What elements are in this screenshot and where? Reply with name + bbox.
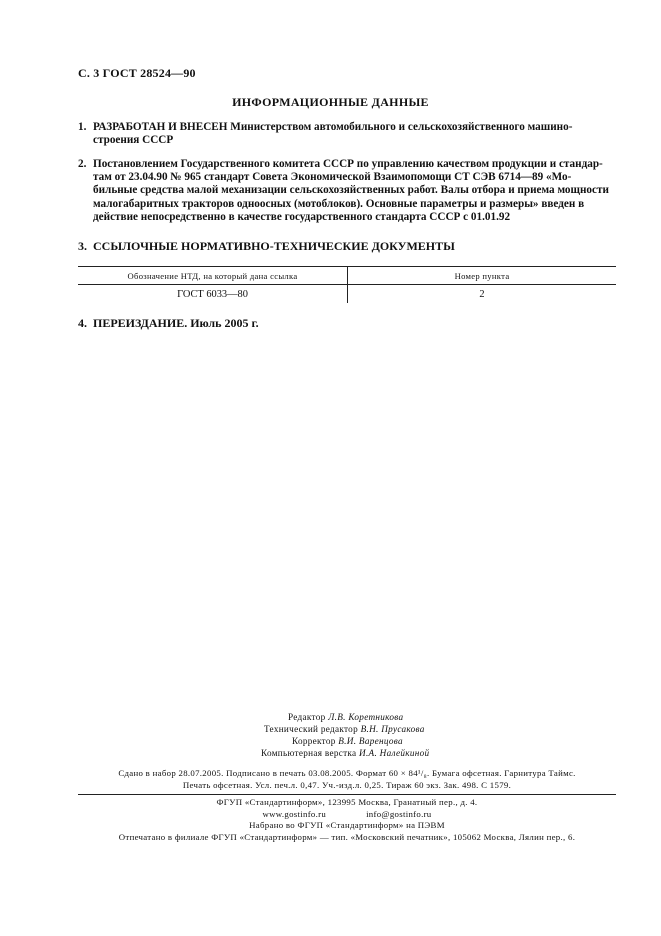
item-text-line: бильные средства малой механизации сельскохозяйственных работ. Валы отбора и приема мощности bbox=[93, 184, 609, 197]
column-header-clause: Номер пункта bbox=[348, 267, 617, 285]
publishing-line: Сдано в набор 28.07.2005. Подписано в печать 03.08.2005. Формат 60 × 84¹/₈. Бумага офсетная. Гарнитура Таймс. bbox=[118, 768, 576, 778]
imprint-line: Набрано во ФГУП «Стандартинформ» на ПЭВМ bbox=[249, 820, 445, 830]
email-text: info@gostinfo.ru bbox=[366, 808, 432, 819]
item-number: 3. bbox=[78, 239, 87, 253]
credit-editor: Редактор Л.В. Коретникова bbox=[288, 712, 404, 722]
item-heading: ССЫЛОЧНЫЕ НОРМАТИВНО-ТЕХНИЧЕСКИЕ ДОКУМЕНТЫ bbox=[93, 239, 455, 253]
table-row bbox=[78, 285, 616, 304]
imprint-line: Отпечатано в филиале ФГУП «Стандартинформ» — тип. «Московский печатник», 105062 Москва, Лялин пер., 6. bbox=[118, 831, 576, 842]
info-item-4 bbox=[78, 317, 616, 330]
info-item-3 bbox=[78, 240, 616, 253]
item-number: 1. bbox=[78, 121, 87, 133]
credit-layout: Компьютерная верстка И.А. Налейкиной bbox=[261, 748, 430, 758]
info-item-1 bbox=[78, 121, 616, 147]
cell-clause: 2 bbox=[479, 288, 485, 300]
credits-block bbox=[0, 711, 661, 759]
item-number: 4. bbox=[78, 316, 87, 330]
imprint-contacts bbox=[78, 809, 616, 821]
item-text-line: строения СССР bbox=[93, 134, 174, 147]
table-header-row bbox=[78, 267, 616, 285]
item-number: 2. bbox=[78, 158, 87, 170]
divider-line bbox=[78, 794, 616, 795]
reference-documents-table bbox=[78, 266, 616, 303]
item-text-line: РАЗРАБОТАН И ВНЕСЕН Министерством автомобильного и сельскохозяйственного машино- bbox=[93, 121, 573, 133]
section-title: ИНФОРМАЦИОННЫЕ ДАННЫЕ bbox=[232, 95, 429, 109]
website-text: www.gostinfo.ru bbox=[262, 808, 327, 819]
cell-ntd: ГОСТ 6033—80 bbox=[78, 285, 348, 304]
item-text-line: действие непосредственно в качестве государственного стандарта СССР с 01.01.92 bbox=[93, 210, 511, 223]
item-text-line: Постановлением Государственного комитета СССР по управлению качеством продукции и стандар- bbox=[93, 158, 603, 170]
credit-corrector: Корректор В.И. Варенцова bbox=[292, 736, 403, 746]
publishing-line: Печать офсетная. Усл. печ.л. 0,47. Уч.-изд.л. 0,25. Тираж 60 экз. Зак. 498. С 1579. bbox=[182, 779, 512, 790]
credit-tech-editor: Технический редактор В.Н. Прусакова bbox=[264, 724, 425, 734]
publishing-info bbox=[78, 768, 616, 791]
page-header: С. 3 ГОСТ 28524—90 bbox=[78, 66, 196, 80]
imprint-line: ФГУП «Стандартинформ», 123995 Москва, Гранатный пер., д. 4. bbox=[216, 797, 478, 807]
info-item-2 bbox=[78, 158, 616, 224]
imprint-block bbox=[78, 797, 616, 843]
item-text-line: малогабаритных тракторов одноосных (мотоблоков). Основные параметры и размеры» введен в bbox=[93, 197, 585, 210]
item-text-line: там от 23.04.90 № 965 стандарт Совета Экономической Взаимопомощи СТ СЭВ 6714—89 «Мо- bbox=[93, 171, 572, 184]
item-heading: ПЕРЕИЗДАНИЕ. Июль 2005 г. bbox=[93, 316, 259, 330]
column-header-ntd: Обозначение НТД, на который дана ссылка bbox=[78, 267, 348, 285]
